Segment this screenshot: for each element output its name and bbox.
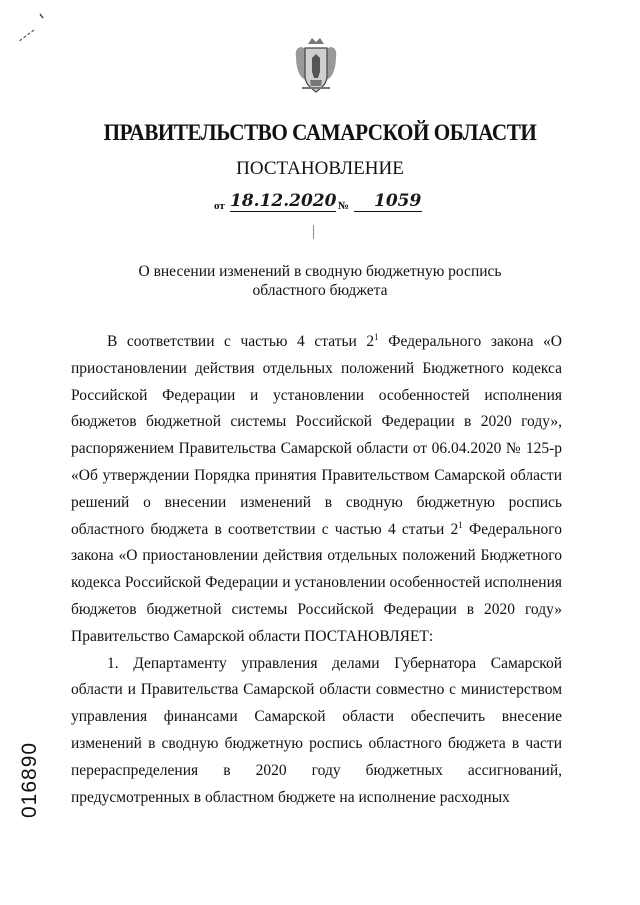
document-number: 1059 [354,191,422,212]
preamble-text-1: В соответствии с частью 4 статьи 2 [107,333,375,350]
preamble-text-3: Федерального закона «О приостановлении действия отдельных положений Бюджетного кодекса Российской Федерации и установлении особенностей исполнения бюджетов бюджетной системы Российской Федерации в 2020 году» Правительство Самарской области ПОСТАНОВЛЯЕТ: [71,520,562,645]
paragraph-preamble [71,329,562,651]
number-prefix: № [338,200,350,212]
document-subject [100,262,540,300]
coat-of-arms-emblem [292,36,340,96]
date-prefix: от [214,200,225,212]
government-title: ПРАВИТЕЛЬСТВО САМАРСКОЙ ОБЛАСТИ [103,120,537,145]
paragraph-item-1: 1. Департаменту управления делами Губернатора Самарской области и Правительства Самарской области совместно с министерством управления финансами Самарской области обеспечить внесение изменений в сводную бюджетную роспись областного бюджета в части перераспределения в 2020 году бюджетных ассигнований, предусмотренных в областном бюджете на исполнение расходных [71,654,562,806]
registration-line [214,191,434,217]
subject-line-2: областного бюджета [252,282,388,299]
serial-number: 016890 [18,741,41,818]
subject-line-1: О внесении изменений в сводную бюджетную роспись [138,263,502,280]
preamble-text-2: Федерального закона «О приостановлении действия отдельных положений Бюджетного кодекса Российской Федерации и установлении особенностей исполнения бюджетов бюджетной системы Российской Федерации в 2020 году», распоряжением Правительства Самарской области от 06.04.2020 № 125-р «Об утверждении Порядка принятия Правительством Самарской области решений о внесении изменений в сводную бюджетную роспись областного бюджета в соответствии с частью 4 статьи 2 [71,333,563,538]
divider-tick [313,225,314,239]
superscript-2: 1 [458,519,463,530]
document-body [71,329,562,811]
document-date: 18.12.2020 [230,191,337,211]
document-type: ПОСТАНОВЛЕНИЕ [236,158,404,179]
scan-mark [12,8,52,48]
superscript-1: 1 [374,331,379,342]
